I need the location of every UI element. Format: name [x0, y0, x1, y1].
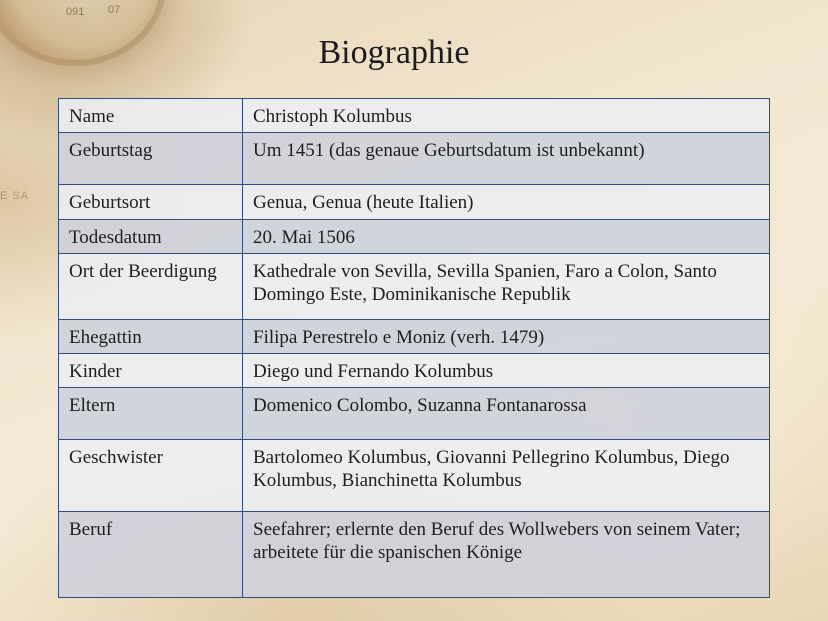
row-value: 20. Mai 1506	[243, 220, 770, 254]
table-row	[59, 220, 770, 254]
row-label: Eltern	[59, 388, 243, 440]
row-value: Seefahrer; erlernte den Beruf des Wollwebers von seinem Vater; arbeitete für die spanischen Könige	[243, 512, 770, 598]
compass-mark: 07	[108, 4, 121, 16]
row-value: Christoph Kolumbus	[243, 99, 770, 133]
row-label: Geburtstag	[59, 133, 243, 185]
table-row	[59, 133, 770, 185]
row-label: Todesdatum	[59, 220, 243, 254]
row-label: Kinder	[59, 354, 243, 388]
row-value: Kathedrale von Sevilla, Sevilla Spanien, Faro a Colon, Santo Domingo Este, Dominikanische Republik	[243, 254, 770, 320]
biography-table-body	[59, 99, 770, 598]
table-row	[59, 354, 770, 388]
row-value: Um 1451 (das genaue Geburtsdatum ist unbekannt)	[243, 133, 770, 185]
row-label: Geschwister	[59, 440, 243, 512]
background-map-text: E SA	[0, 190, 30, 202]
table-row	[59, 440, 770, 512]
row-label: Ort der Beerdigung	[59, 254, 243, 320]
row-value: Domenico Colombo, Suzanna Fontanarossa	[243, 388, 770, 440]
table-row	[59, 388, 770, 440]
row-value: Diego und Fernando Kolumbus	[243, 354, 770, 388]
table-row	[59, 99, 770, 133]
row-label: Name	[59, 99, 243, 133]
table-row	[59, 512, 770, 598]
row-value: Filipa Perestrelo e Moniz (verh. 1479)	[243, 320, 770, 354]
row-label: Beruf	[59, 512, 243, 598]
compass-mark: 091	[66, 6, 85, 18]
table-row	[59, 320, 770, 354]
row-value: Genua, Genua (heute Italien)	[243, 185, 770, 220]
table-row	[59, 185, 770, 220]
table-row	[59, 254, 770, 320]
row-value: Bartolomeo Kolumbus, Giovanni Pellegrino Kolumbus, Diego Kolumbus, Bianchinetta Kolumbus	[243, 440, 770, 512]
slide-title: Biographie	[318, 34, 470, 71]
row-label: Geburtsort	[59, 185, 243, 220]
row-label: Ehegattin	[59, 320, 243, 354]
biography-table	[58, 98, 770, 598]
